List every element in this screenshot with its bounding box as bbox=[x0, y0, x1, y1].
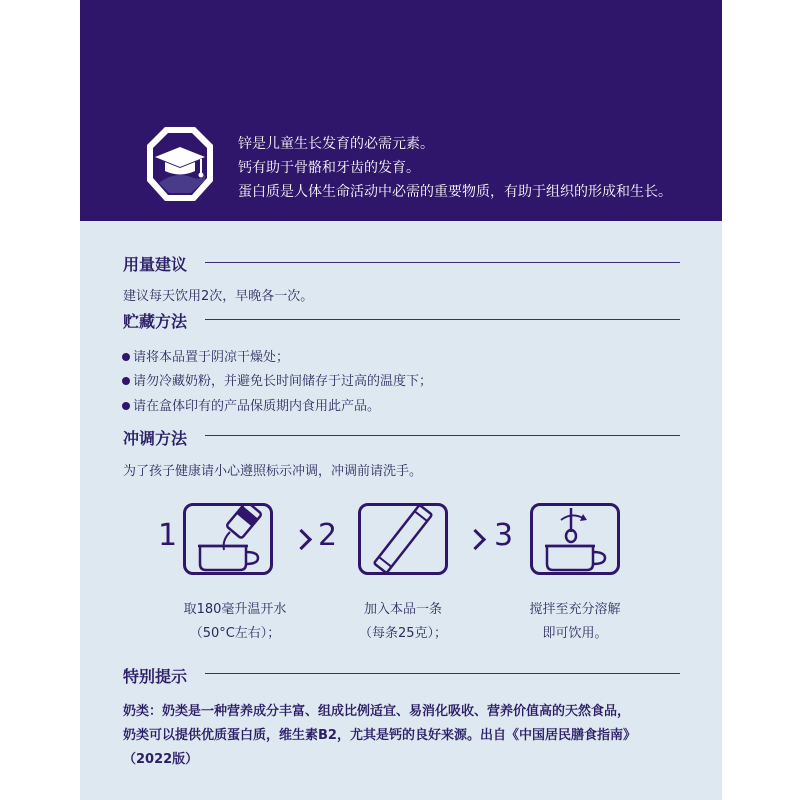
storage-item bbox=[122, 395, 380, 414]
pour-water-cup-icon bbox=[183, 503, 273, 575]
content-panel bbox=[80, 0, 722, 800]
step-3-caption-line1: 搅拌至充分溶解 bbox=[529, 602, 621, 617]
step-3-caption-line2: 即可饮用。 bbox=[542, 626, 608, 641]
banner-line-zinc: 锌是儿童生长发育的必需元素。 bbox=[238, 136, 434, 152]
storage-item-text: 请在盒体印有的产品保质期内食用此产品。 bbox=[133, 399, 381, 414]
step-1-number: 1 bbox=[158, 518, 178, 553]
storage-title: 贮藏方法 bbox=[123, 312, 188, 331]
divider bbox=[205, 673, 680, 674]
chevron-right-icon bbox=[291, 529, 312, 550]
notice-title: 特别提示 bbox=[123, 667, 188, 686]
step-1-caption-line2: （50°C左右）； bbox=[189, 626, 281, 641]
notice-line-2: 奶类可以提供优质蛋白质，维生素B2，尤其是钙的良好来源。出自《中国居民膳食指南》 bbox=[123, 728, 636, 743]
notice-line-1: 奶类：奶类是一种营养成分丰富、组成比例适宜、易消化吸收、营养价值高的天然食品， bbox=[123, 704, 631, 719]
bullet-dot-icon bbox=[122, 402, 130, 410]
step-2-caption-line1: 加入本品一条 bbox=[363, 602, 442, 617]
step-2-caption-line2: （每条25克）； bbox=[358, 626, 448, 641]
stir-cup-icon bbox=[530, 503, 620, 575]
step-1-caption-line1: 取180毫升温开水 bbox=[183, 602, 287, 617]
divider bbox=[205, 435, 680, 436]
divider bbox=[205, 319, 680, 320]
graduation-cap-badge-icon bbox=[145, 125, 215, 205]
nutrition-banner bbox=[80, 0, 722, 221]
storage-item bbox=[122, 370, 432, 389]
prep-title: 冲调方法 bbox=[123, 429, 188, 448]
storage-item-text: 请勿冷藏奶粉，并避免长时间储存于过高的温度下； bbox=[133, 374, 433, 389]
dosage-text: 建议每天饮用2次，早晚各一次。 bbox=[123, 289, 314, 304]
banner-line-protein: 蛋白质是人体生命活动中必需的重要物质，有助于组织的形成和生长。 bbox=[238, 184, 672, 200]
notice-line-3: （2022版） bbox=[123, 752, 199, 767]
storage-item-text: 请将本品置于阴凉干燥处； bbox=[133, 350, 290, 365]
divider bbox=[205, 262, 680, 263]
step-3-number: 3 bbox=[494, 518, 514, 553]
storage-item bbox=[122, 346, 289, 365]
bullet-dot-icon bbox=[122, 353, 130, 361]
dosage-title: 用量建议 bbox=[123, 255, 188, 274]
banner-line-calcium: 钙有助于骨骼和牙齿的发育。 bbox=[238, 160, 420, 176]
bullet-dot-icon bbox=[122, 377, 130, 385]
prep-intro: 为了孩子健康请小心遵照标示冲调，冲调前请洗手。 bbox=[123, 464, 423, 479]
step-2-number: 2 bbox=[318, 518, 338, 553]
chevron-right-icon bbox=[465, 529, 486, 550]
stick-pack-icon bbox=[358, 503, 448, 575]
